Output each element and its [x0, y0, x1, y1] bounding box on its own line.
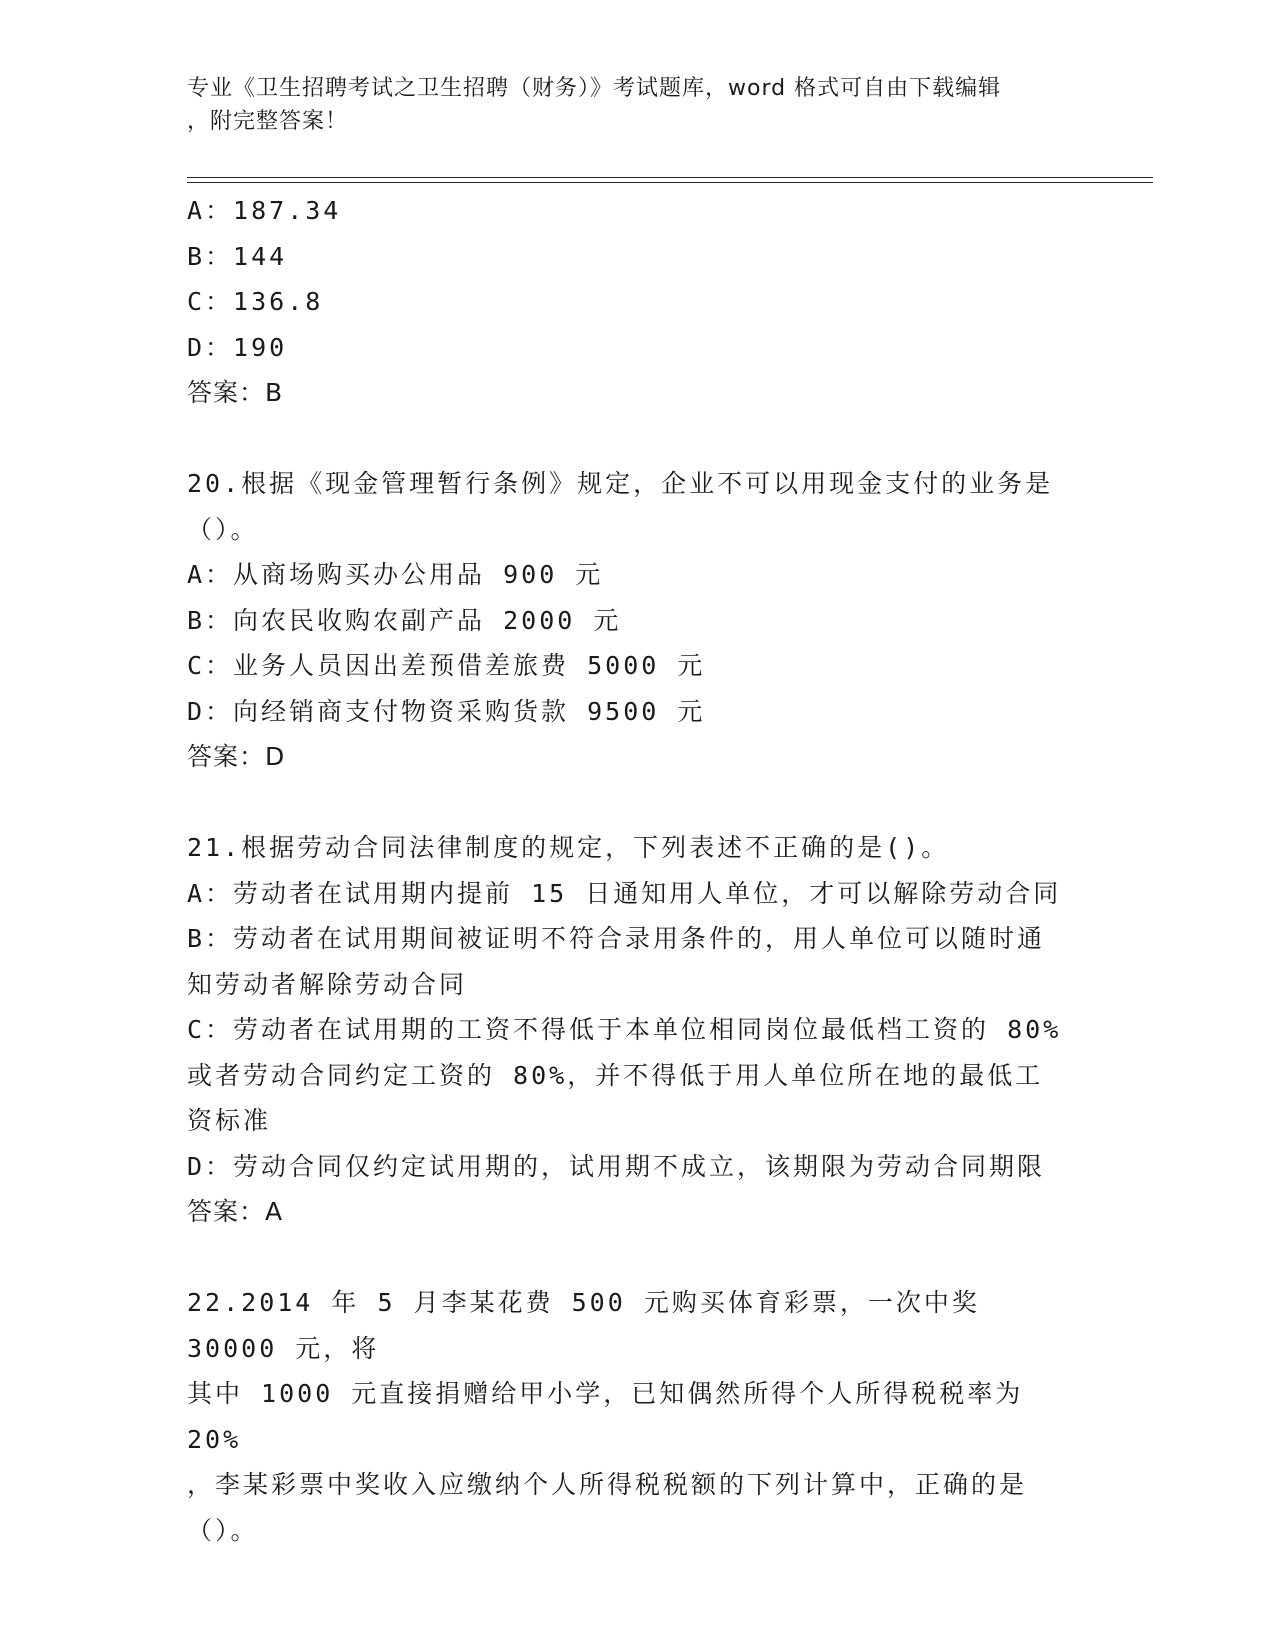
option-b: B：劳动者在试用期间被证明不符合录用条件的，用人单位可以随时通	[187, 924, 1046, 953]
answer-line: 答案：B	[187, 378, 284, 407]
option-b: B：144	[187, 241, 288, 271]
option-c-continued: 或者劳动合同约定工资的 80%，并不得低于用人单位所在地的最低工	[187, 1060, 1044, 1090]
option-a: A：从商场购买办公用品 900 元	[187, 560, 604, 589]
document-header	[187, 72, 1087, 138]
question-text: 20.根据《现金管理暂行条例》规定，企业不可以用现金支付的业务是	[187, 469, 1054, 498]
spacer	[187, 416, 1087, 462]
question-text: 22.2014 年 5 月李某花费 500 元购买体育彩票，一次中奖 30000 元，将	[187, 1288, 980, 1363]
answer-line: 答案：D	[187, 742, 286, 771]
spacer	[187, 780, 1087, 826]
option-c: C：136.8	[187, 287, 324, 316]
question-22	[187, 1280, 1087, 1553]
header-line-1: 专业《卫生招聘考试之卫生招聘（财务）》考试题库，word 格式可自由下载编辑	[187, 76, 1002, 101]
question-19-continued	[187, 188, 1087, 416]
option-c: C：劳动者在试用期的工资不得低于本单位相同岗位最低档工资的 80%	[187, 1015, 1062, 1044]
question-list	[187, 188, 1087, 1553]
question-21	[187, 825, 1087, 1235]
option-a: A：劳动者在试用期内提前 15 日通知用人单位，才可以解除劳动合同	[187, 878, 1062, 908]
header-divider-top	[187, 177, 1153, 178]
option-b-continued: 知劳动者解除劳动合同	[187, 969, 468, 999]
answer-line: 答案：A	[187, 1197, 284, 1226]
spacer	[187, 1235, 1087, 1281]
question-text: ，李某彩票中奖收入应缴纳个人所得税税额的下列计算中，正确的是	[187, 1470, 1028, 1499]
option-c-continued: 资标准	[187, 1106, 272, 1135]
question-text: （）。	[187, 514, 259, 544]
option-d: D：向经销商支付物资采购货款 9500 元	[187, 696, 706, 726]
question-text: 其中 1000 元直接捐赠给甲小学，已知偶然所得个人所得税税率为 20%	[187, 1379, 1024, 1454]
question-text: （）。	[187, 1515, 259, 1545]
option-b: B：向农民收购农副产品 2000 元	[187, 605, 622, 635]
question-20	[187, 461, 1087, 780]
header-line-2: ，附完整答案！	[187, 109, 349, 134]
option-d: D：190	[187, 332, 288, 362]
option-d: D：劳动合同仅约定试用期的，试用期不成立，该期限为劳动合同期限	[187, 1151, 1046, 1181]
question-text: 21.根据劳动合同法律制度的规定，下列表述不正确的是()。	[187, 833, 950, 862]
option-a: A：187.34	[187, 196, 342, 225]
option-c: C：业务人员因出差预借差旅费 5000 元	[187, 651, 706, 680]
header-divider-bottom	[187, 182, 1153, 183]
